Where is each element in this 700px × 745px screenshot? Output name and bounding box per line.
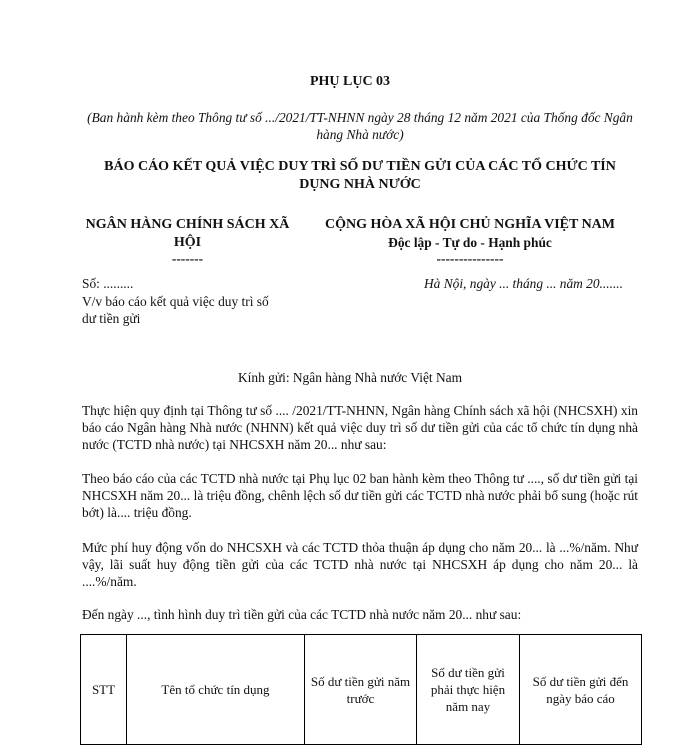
motto-rule: ---------------	[436, 251, 504, 266]
report-title: BÁO CÁO KẾT QUẢ VIỆC DUY TRÌ SỐ DƯ TIỀN GỬI CỦA CÁC TỔ CHỨC TÍN DỤNG NHÀ NƯỚC	[104, 159, 616, 192]
header-org-name: Tên tổ chức tín dụng	[127, 635, 305, 745]
header-report-date: Số dư tiền gửi đến ngày báo cáo	[520, 635, 642, 745]
doc-subject: V/v báo cáo kết quả việc duy trì số dư tiền gửi	[82, 294, 269, 326]
deposit-table	[80, 634, 642, 745]
org-rule: -------	[171, 251, 204, 266]
place-date: Hà Nội, ngày ... tháng ... năm 20.......	[424, 276, 623, 291]
national-motto: Độc lập - Tự do - Hạnh phúc	[388, 235, 552, 250]
org-name: NGÂN HÀNG CHÍNH SÁCH XÃ HỘI	[85, 217, 290, 250]
header-stt: STT	[81, 635, 127, 745]
paragraph-status: Đến ngày ..., tình hình duy trì tiền gửi của các TCTD nhà nước năm 20... như sau:	[82, 607, 522, 622]
paragraph-intro: Thực hiện quy định tại Thông tư số .... /2021/TT-NHNN, Ngân hàng Chính sách xã hội (NHCSXH) xin báo cáo Ngân hàng Nhà nước (NHNN) kết quả việc duy trì số dư tiền gửi của các tổ chức tín dụng nhà nước (TCTD nhà nước) tại NHCSXH năm 20... như sau:	[82, 403, 638, 452]
paragraph-rate: Mức phí huy động vốn do NHCSXH và các TCTD thỏa thuận áp dụng cho năm 20... là ...%/năm. Như vậy, lãi suất huy động tiền gửi của các TCTD nhà nước tại NHCSXH áp dụng cho năm 20... là ....%/năm.	[82, 540, 638, 589]
recipient-line: Kính gửi: Ngân hàng Nhà nước Việt Nam	[238, 370, 462, 385]
table-header-row	[81, 635, 642, 745]
header-prev-year: Số dư tiền gửi năm trước	[305, 635, 417, 745]
country-name: CỘNG HÒA XÃ HỘI CHỦ NGHĨA VIỆT NAM	[324, 217, 615, 232]
header-required: Số dư tiền gửi phải thực hiện năm nay	[417, 635, 520, 745]
doc-number: Số: .........	[82, 276, 134, 291]
appendix-label: PHỤ LỤC 03	[309, 74, 391, 89]
issued-note: (Ban hành kèm theo Thông tư số .../2021/TT-NHNN ngày 28 tháng 12 năm 2021 của Thống đốc Ngân hàng Nhà nước)	[87, 110, 633, 142]
paragraph-balance: Theo báo cáo của các TCTD nhà nước tại Phụ lục 02 ban hành kèm theo Thông tư ...., số dư tiền gửi tại NHCSXH năm 20... là triệu đồng, chênh lệch số dư tiền gửi các TCTD nhà nước phải bổ sung (hoặc rút bớt) là.... triệu đồng.	[82, 471, 638, 520]
